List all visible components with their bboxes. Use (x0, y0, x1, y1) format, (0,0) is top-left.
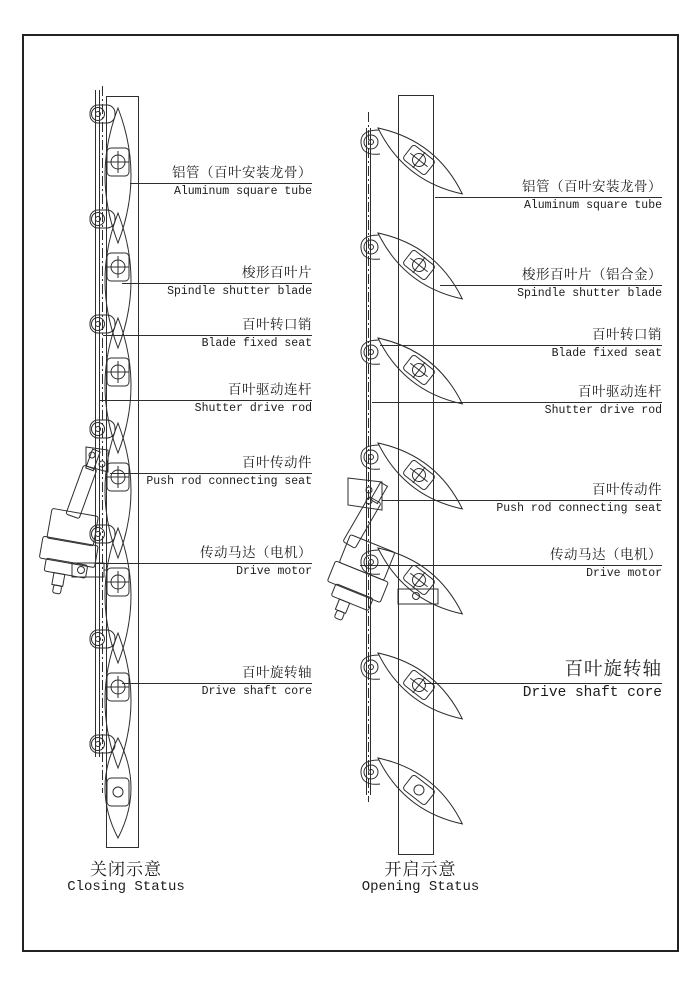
caption-opening-status (333, 860, 508, 895)
label-cn: 百叶驱动连杆 (578, 384, 662, 399)
label-en: Blade fixed seat (201, 337, 312, 350)
shutter-blade (90, 735, 131, 838)
label-en: Shutter drive rod (544, 404, 662, 417)
left-leader-lines (96, 184, 312, 684)
label-en: Shutter drive rod (194, 402, 312, 415)
label-en: Drive shaft core (522, 685, 662, 701)
caption-cn: 关闭示意 (90, 860, 162, 879)
label-cn: 铝管（百叶安装龙骨） (172, 165, 312, 180)
label-en: Drive motor (586, 567, 662, 580)
blade-tilted (370, 748, 470, 834)
label-right-aluminum-tube (402, 178, 662, 213)
label-cn: 铝管（百叶安装龙骨） (522, 179, 662, 194)
label-right-drive-rod (402, 383, 662, 418)
label-right-blade-fixed-seat (402, 326, 662, 361)
label-cn: 梭形百叶片（铝合金） (522, 267, 662, 282)
label-left-connecting-seat (52, 454, 312, 489)
label-right-spindle-blade (402, 266, 662, 301)
label-en: Aluminum square tube (523, 199, 662, 212)
label-en: Push rod connecting seat (146, 475, 312, 488)
label-right-connecting-seat (402, 481, 662, 516)
motor-body (316, 533, 400, 631)
label-en: Aluminum square tube (173, 185, 312, 198)
label-en: Drive motor (236, 565, 312, 578)
shutter-blade (90, 420, 131, 558)
label-cn: 百叶转口销 (592, 327, 662, 342)
label-left-spindle-blade (52, 264, 312, 299)
label-cn: 百叶传动件 (592, 482, 662, 497)
label-en: Blade fixed seat (551, 347, 662, 360)
label-en: Drive shaft core (201, 685, 312, 698)
caption-cn: 开启示意 (384, 860, 457, 879)
label-cn: 百叶旋转轴 (242, 665, 312, 680)
label-en: Push rod connecting seat (496, 502, 662, 515)
label-left-drive-shaft-core (52, 664, 312, 699)
label-cn: 百叶旋转轴 (564, 660, 662, 680)
right-blades (361, 118, 470, 834)
label-cn: 传动马达（电机） (550, 547, 662, 562)
shutter-blade (361, 748, 470, 834)
shutter-blade (90, 630, 131, 768)
label-left-blade-fixed-seat (52, 316, 312, 351)
label-en: Spindle shutter blade (517, 287, 662, 300)
label-left-drive-rod (52, 381, 312, 416)
caption-en: Closing Status (67, 879, 185, 895)
label-right-drive-shaft-core (402, 659, 662, 702)
caption-closing-status (56, 860, 196, 895)
caption-en: Opening Status (361, 879, 480, 895)
label-left-aluminum-tube (52, 164, 312, 199)
label-cn: 百叶转口销 (242, 317, 312, 332)
label-cn: 传动马达（电机） (200, 545, 312, 560)
label-left-drive-motor (52, 544, 312, 579)
label-cn: 百叶传动件 (242, 455, 312, 470)
label-cn: 百叶驱动连杆 (228, 382, 312, 397)
label-en: Spindle shutter blade (167, 285, 312, 298)
label-right-drive-motor (402, 546, 662, 581)
label-cn: 梭形百叶片 (242, 265, 312, 280)
